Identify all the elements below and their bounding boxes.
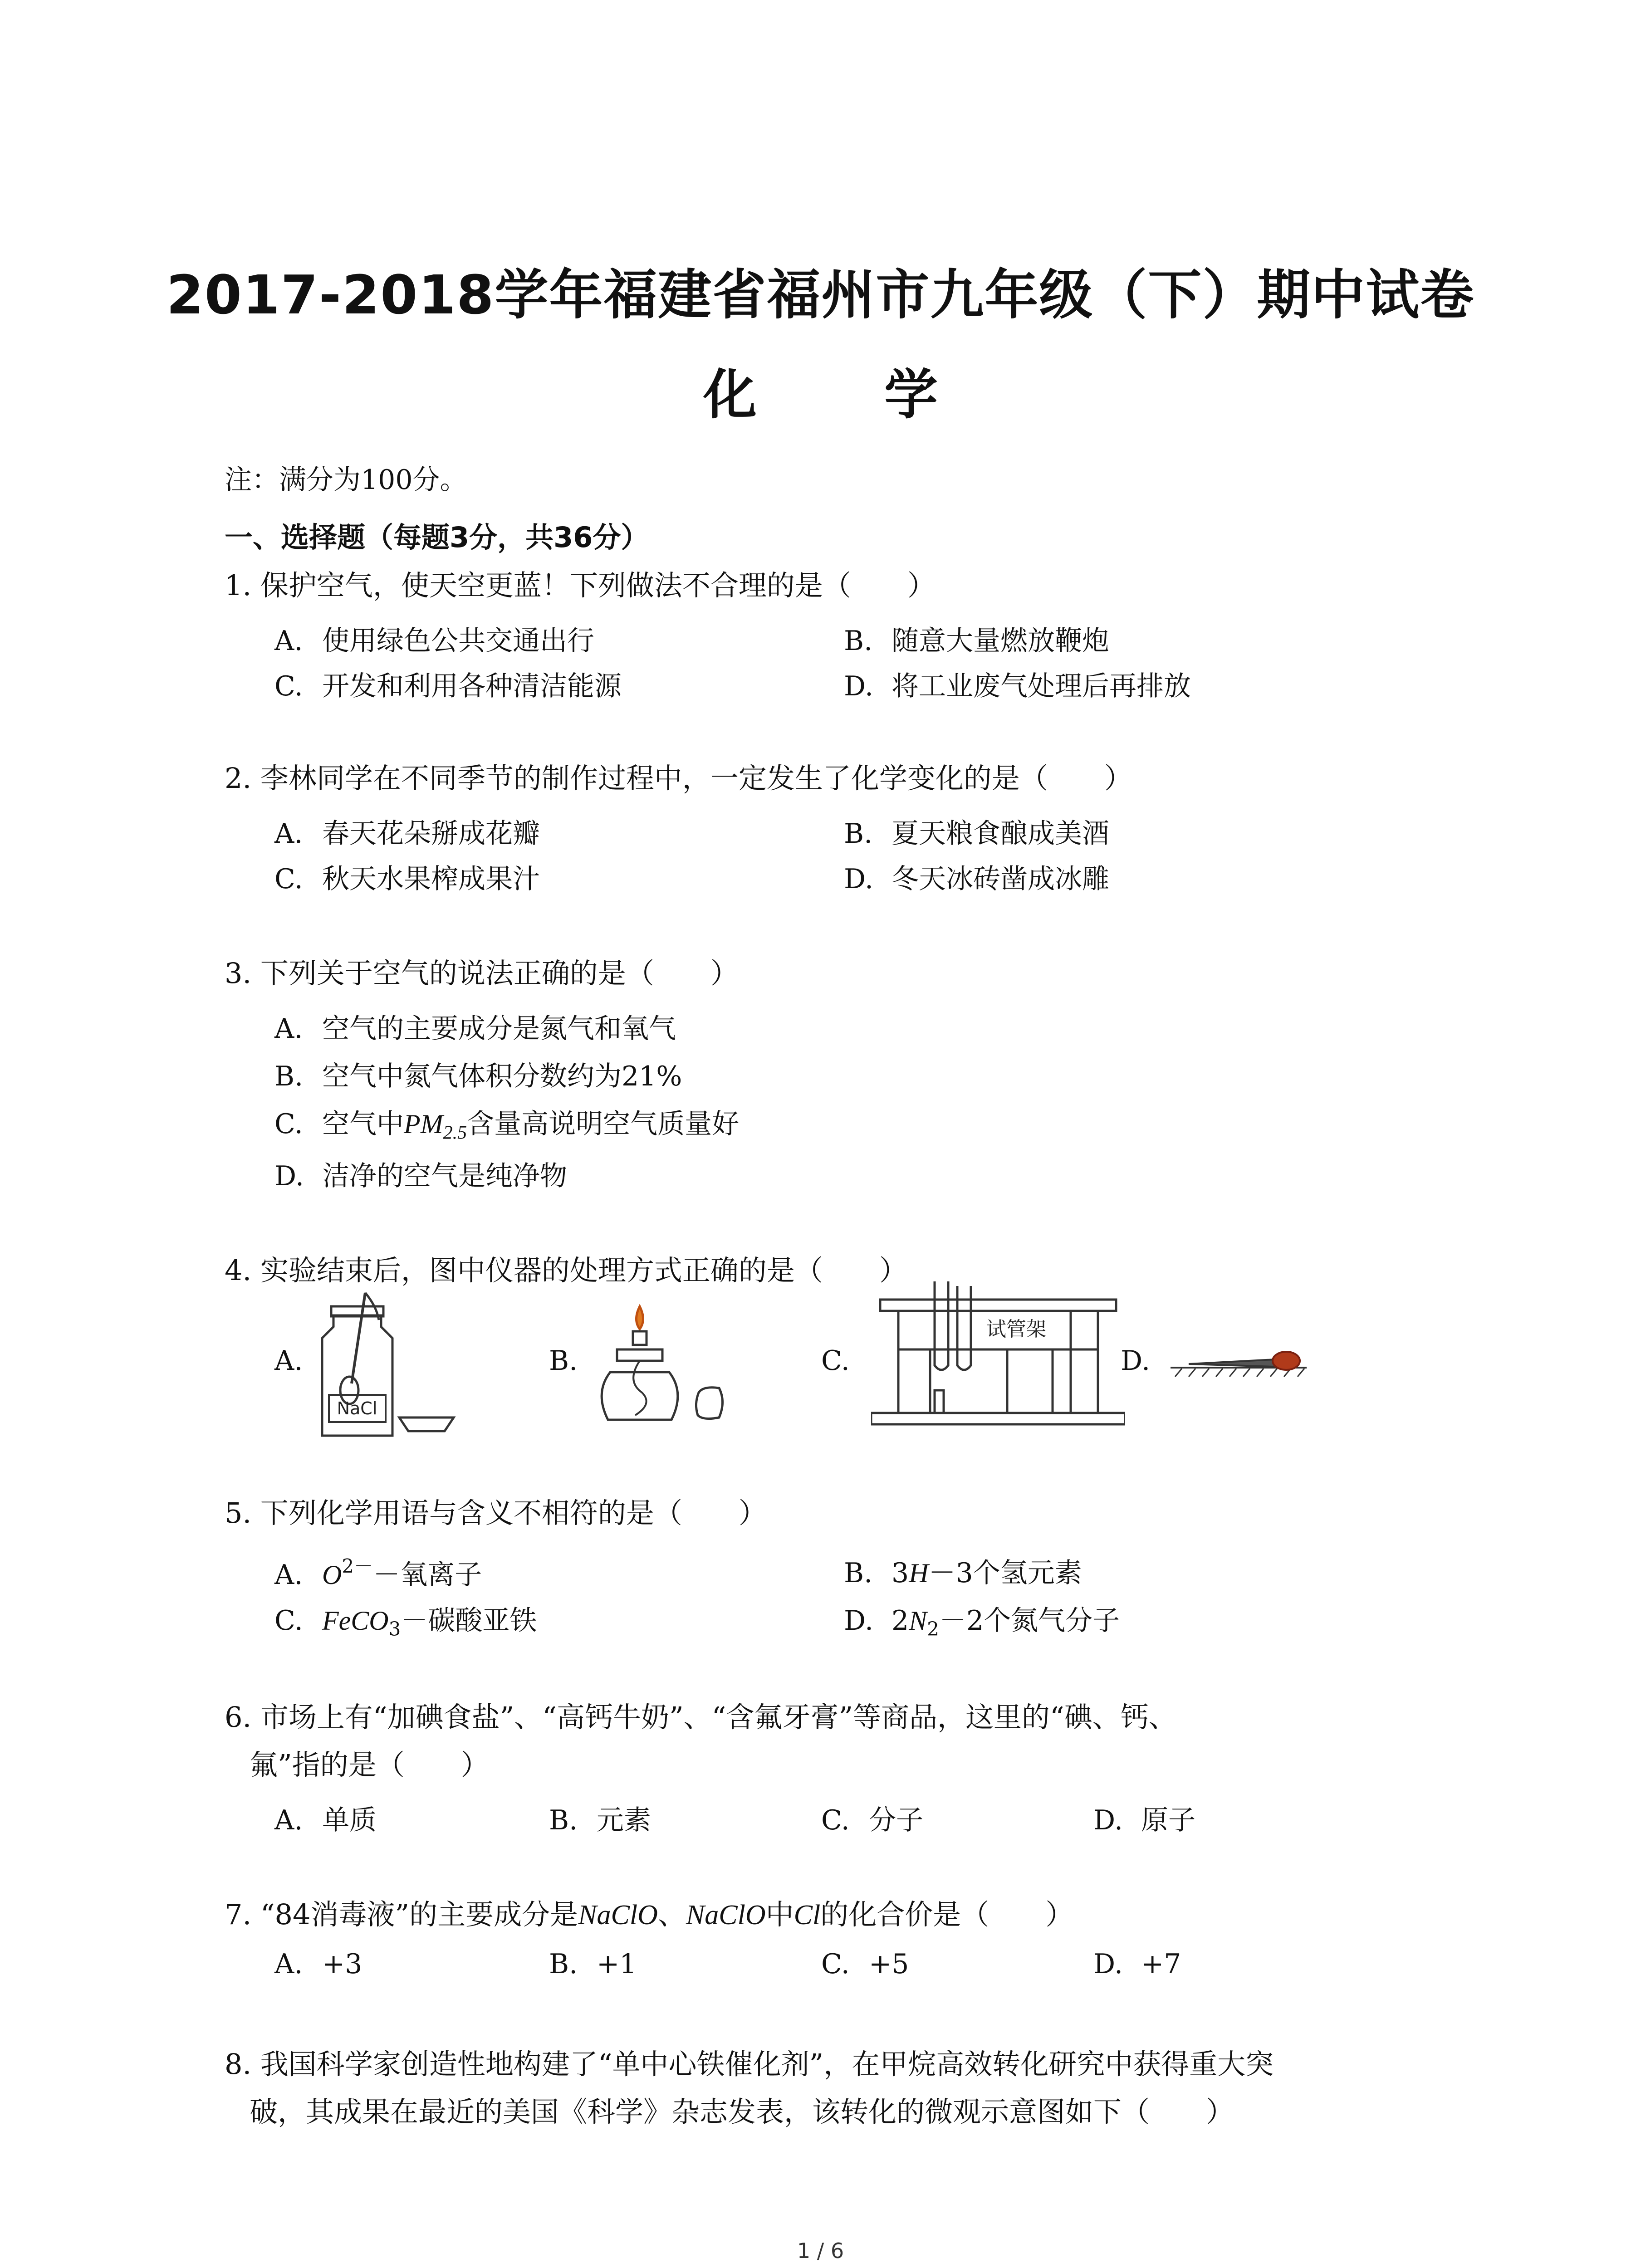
test-tube-rack-figure — [871, 1277, 1125, 1431]
option-text-post: －3个氢元素 — [928, 1557, 1082, 1589]
option-letter: A. — [274, 1013, 303, 1045]
option-letter: A. — [274, 625, 303, 657]
dropper-figure — [1171, 1340, 1307, 1386]
separator: 、 — [657, 1898, 686, 1931]
superscript: 2－ — [342, 1555, 373, 1577]
subject-title: 化 学 — [703, 363, 993, 426]
option-text: 夏天粮食酿成美酒 — [892, 818, 1109, 850]
q4-option-c[interactable]: C. — [821, 1345, 850, 1377]
option-text: 原子 — [1141, 1804, 1195, 1836]
exam-title: 2017-2018学年福建省福州市九年级（下）期中试卷 — [166, 264, 1475, 326]
question-7-stem — [225, 1898, 1074, 1931]
option-letter: D. — [844, 670, 874, 702]
option-text-post: 含量高说明空气质量好 — [467, 1108, 740, 1140]
option-text-post: －碳酸亚铁 — [401, 1605, 537, 1637]
q4-option-a[interactable]: A. — [274, 1345, 303, 1377]
option-letter: D. — [1093, 1948, 1123, 1980]
q1-option-c[interactable] — [274, 665, 622, 704]
option-text: 分子 — [869, 1804, 923, 1836]
question-8-stem-line2: 破，其成果在最近的美国《科学》杂志发表，该转化的微观示意图如下（ ） — [250, 2095, 1234, 2128]
option-letter: C. — [274, 863, 303, 895]
option-letter: B. — [844, 625, 873, 657]
option-letter: D. — [844, 1605, 874, 1637]
section-heading: 一、选择题（每题3分，共36分） — [225, 521, 649, 554]
option-letter: C. — [274, 1108, 303, 1140]
test-tube-rack-icon — [871, 1281, 1125, 1424]
subscript: 2 — [927, 1618, 939, 1640]
option-letter: D. — [1093, 1804, 1123, 1836]
q2-option-b[interactable] — [844, 812, 1109, 851]
option-text: 单质 — [322, 1804, 377, 1836]
option-letter: C. — [821, 1804, 850, 1836]
q4-option-d[interactable]: D. — [1121, 1345, 1151, 1377]
q1-option-b[interactable] — [844, 619, 1109, 658]
q5-option-c[interactable] — [274, 1599, 537, 1640]
option-text: 使用绿色公共交通出行 — [322, 625, 594, 657]
q3-option-a[interactable] — [274, 1007, 676, 1046]
formula: O — [322, 1560, 342, 1590]
question-3-stem: 3. 下列关于空气的说法正确的是（ ） — [225, 957, 739, 990]
rack-label: 试管架 — [986, 1318, 1046, 1341]
subscript: 3 — [388, 1618, 401, 1640]
alcohol-lamp-figure — [590, 1302, 730, 1433]
coefficient: 3 — [892, 1557, 909, 1589]
q7-option-c[interactable] — [821, 1948, 909, 1980]
option-letter: B. — [844, 1557, 873, 1589]
option-letter: B. — [549, 1804, 578, 1836]
option-letter: B. — [274, 1061, 304, 1092]
stem-pre: 7. “84消毒液”的主要成分是 — [225, 1898, 578, 1931]
q3-option-d[interactable] — [274, 1154, 567, 1193]
q6-option-b[interactable] — [549, 1799, 651, 1838]
option-text: 随意大量燃放鞭炮 — [892, 625, 1109, 657]
q6-option-a[interactable] — [274, 1799, 377, 1838]
option-letter: C. — [274, 1605, 303, 1637]
q2-option-a[interactable] — [274, 812, 540, 851]
q1-option-d[interactable] — [844, 665, 1191, 704]
page-number: 1 / 6 — [797, 2239, 844, 2263]
dropper-on-table-icon — [1171, 1352, 1307, 1377]
pm-subscript: 2.5 — [443, 1122, 467, 1144]
option-text: 开发和利用各种清洁能源 — [322, 670, 622, 702]
option-letter: B. — [844, 818, 873, 850]
option-text: 秋天水果榨成果汁 — [322, 863, 540, 895]
q4-option-b[interactable]: B. — [549, 1345, 578, 1377]
question-2-stem: 2. 李林同学在不同季节的制作过程中，一定发生了化学变化的是（ ） — [225, 762, 1132, 795]
reagent-bottle-figure — [313, 1288, 458, 1442]
option-letter: A. — [274, 818, 303, 850]
bottle-label: NaCl — [337, 1398, 377, 1418]
option-text: 空气的主要成分是氮气和氧气 — [322, 1013, 676, 1045]
option-text: 元素 — [597, 1804, 651, 1836]
q7-option-a[interactable] — [274, 1948, 362, 1980]
option-text: 空气中氮气体积分数约为21% — [322, 1061, 682, 1092]
option-text-pre: 空气中 — [322, 1108, 404, 1140]
option-letter: C. — [274, 670, 303, 702]
question-6-stem-line1: 6. 市场上有“加碘食盐”、“高钙牛奶”、“含氟牙膏”等商品，这里的“碘、钙、 — [225, 1701, 1177, 1734]
formula: H — [909, 1558, 929, 1588]
formula: FeCO — [322, 1606, 389, 1636]
formula-cl: Cl — [794, 1900, 821, 1931]
option-text: 春天花朵掰成花瓣 — [322, 818, 540, 850]
q7-option-b[interactable] — [549, 1948, 637, 1980]
q2-option-c[interactable] — [274, 857, 540, 896]
q5-option-d[interactable] — [844, 1599, 1120, 1640]
option-text: 冬天冰砖凿成冰雕 — [892, 863, 1109, 895]
question-1-stem: 1. 保护空气，使天空更蓝！下列做法不合理的是（ ） — [225, 569, 936, 602]
question-5-stem: 5. 下列化学用语与含义不相符的是（ ） — [225, 1496, 767, 1530]
q3-option-c[interactable] — [274, 1102, 739, 1144]
option-letter: D. — [274, 1160, 304, 1192]
alcohol-lamp-icon — [602, 1306, 722, 1420]
pm-formula: PM — [404, 1109, 443, 1139]
stem-mid: 中 — [765, 1898, 794, 1931]
option-letter: A. — [274, 1948, 303, 1980]
q2-option-d[interactable] — [844, 857, 1109, 896]
option-text-post: －2个氮气分子 — [939, 1605, 1120, 1637]
option-text: +5 — [869, 1948, 909, 1980]
score-note: 注：满分为100分。 — [225, 464, 467, 496]
q6-option-d[interactable] — [1093, 1799, 1195, 1838]
option-letter: C. — [821, 1948, 850, 1980]
option-text: +1 — [597, 1948, 637, 1980]
coefficient: 2 — [892, 1605, 909, 1637]
formula-naclo: NaClO — [686, 1900, 766, 1931]
q3-option-b[interactable] — [274, 1055, 682, 1094]
option-letter: A. — [274, 1559, 303, 1591]
question-8-stem-line1: 8. 我国科学家创造性地构建了“单中心铁催化剂”，在甲烷高效转化研究中获得重大突 — [225, 2048, 1274, 2081]
option-text: +3 — [322, 1948, 362, 1980]
formula-naclo: NaClO — [578, 1900, 658, 1931]
q5-option-a[interactable] — [274, 1551, 482, 1592]
q5-option-b[interactable] — [844, 1551, 1082, 1590]
option-letter: B. — [549, 1948, 578, 1980]
formula: N — [909, 1606, 927, 1636]
option-text-post: －氧离子 — [373, 1559, 482, 1591]
option-text: 洁净的空气是纯净物 — [322, 1160, 567, 1192]
q7-option-d[interactable] — [1093, 1948, 1181, 1980]
option-letter: D. — [844, 863, 874, 895]
q1-option-a[interactable] — [274, 619, 594, 658]
stem-post: 的化合价是（ ） — [820, 1898, 1074, 1931]
question-6-stem-line2: 氟”指的是（ ） — [250, 1748, 489, 1781]
option-letter: A. — [274, 1804, 303, 1836]
option-text: +7 — [1141, 1948, 1181, 1980]
option-text: 将工业废气处理后再排放 — [892, 670, 1191, 702]
q6-option-c[interactable] — [821, 1799, 923, 1838]
question-4-stem: 4. 实验结束后，图中仪器的处理方式正确的是（ ） — [225, 1254, 907, 1287]
